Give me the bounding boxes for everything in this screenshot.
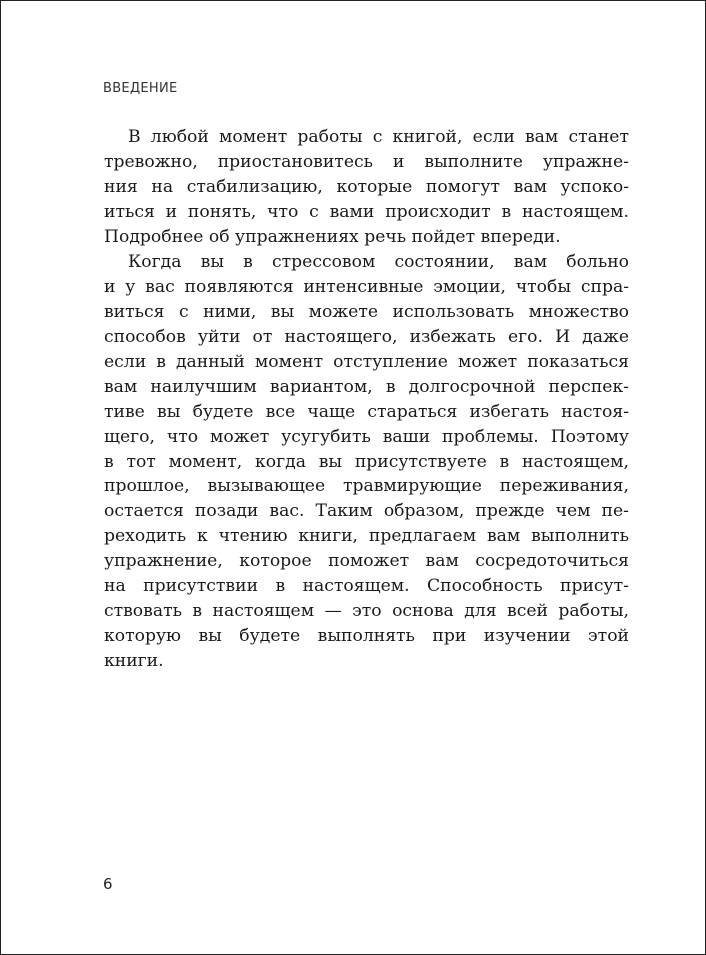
text-line: ствовать в настоящем — это основа для всей работы, — [104, 600, 629, 621]
running-head: ВВЕДЕНИЕ — [103, 81, 178, 96]
paragraph-1 — [104, 125, 629, 249]
page-number: 6 — [103, 875, 113, 893]
text-line: книги. — [104, 650, 164, 671]
text-line: остается позади вас. Таким образом, прежде чем пе- — [104, 501, 629, 522]
text-line: Когда вы в стрессовом состоянии, вам больно — [128, 252, 629, 273]
text-line: способов уйти от настоящего, избежать его. И даже — [104, 327, 629, 348]
text-line: прошлое, вызывающее травмирующие переживания, — [104, 476, 629, 497]
text-line: в тот момент, когда вы присутствуете в настоящем, — [104, 451, 629, 472]
body-text — [104, 125, 629, 674]
text-line: В любой момент работы с книгой, если вам станет — [128, 127, 629, 147]
text-line: щего, что может усугубить ваши проблемы. Поэтому — [104, 426, 629, 447]
text-line: реходить к чтению книги, предлагаем вам выполнить — [104, 526, 629, 547]
text-line: Подробнее об упражнениях речь пойдет впереди. — [104, 226, 561, 247]
text-line: тиве вы будете все чаще стараться избегать настоя- — [104, 401, 629, 422]
text-line: на присутствии в настоящем. Способность присут- — [104, 576, 629, 597]
text-line: ния на стабилизацию, которые помогут вам успоко- — [104, 176, 629, 197]
text-line: которую вы будете выполнять при изучении этой — [104, 625, 629, 646]
text-line: упражнение, которое поможет вам сосредоточиться — [104, 551, 629, 572]
text-line: вам наилучшим вариантом, в долгосрочной перспек- — [104, 376, 629, 397]
text-line: тревожно, приостановитесь и выполните упражне- — [104, 151, 629, 172]
text-line: если в данный момент отступление может показаться — [104, 352, 629, 373]
text-line: виться с ними, вы можете использовать множество — [104, 302, 629, 323]
text-line: иться и понять, что с вами происходит в настоящем. — [104, 201, 629, 222]
text-line: и у вас появляются интенсивные эмоции, чтобы спра- — [104, 277, 629, 298]
paragraph-2 — [104, 250, 629, 673]
